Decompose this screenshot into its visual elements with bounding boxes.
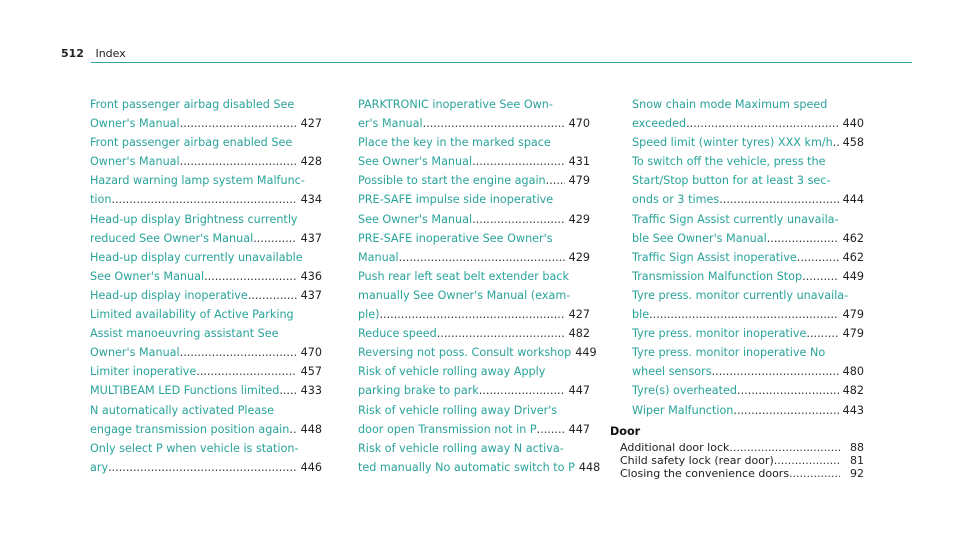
dot-leader — [248, 286, 297, 305]
index-entry[interactable] — [358, 267, 590, 324]
page-ref[interactable]: 448 — [578, 460, 601, 474]
dot-leader — [180, 152, 297, 171]
dot-leader — [196, 362, 296, 381]
page-ref[interactable]: 449 — [575, 346, 597, 360]
page-ref[interactable]: 480 — [842, 365, 864, 379]
dot-leader — [806, 324, 838, 343]
page-ref[interactable]: 428 — [300, 155, 322, 169]
page-ref[interactable]: 92 — [850, 467, 864, 480]
subentry-text: Additional door lock — [620, 440, 730, 454]
dot-leader — [797, 248, 839, 267]
dot-leader — [737, 381, 839, 400]
index-entry-text[interactable]: MULTIBEAM LED Functions limited — [90, 384, 280, 398]
dot-leader — [729, 441, 840, 454]
index-entry[interactable] — [358, 401, 590, 439]
index-entry[interactable] — [90, 248, 322, 286]
page-ref[interactable]: 81 — [850, 453, 864, 467]
index-entry-text[interactable]: PRE-SAFE impulse side inoperative — [358, 193, 554, 207]
page-ref[interactable]: 433 — [300, 384, 322, 398]
index-entry-text[interactable]: Head-up display currently unavailable — [90, 250, 303, 264]
page-header — [61, 47, 126, 60]
dot-leader — [423, 114, 565, 133]
index-column-1 — [90, 95, 322, 477]
index-entry-text[interactable]: er's Manual — [358, 117, 423, 131]
index-entry-text[interactable]: Reduce speed — [358, 327, 437, 341]
index-entry-text[interactable]: Possible to start the engine again — [358, 174, 546, 188]
dot-leader — [399, 248, 565, 267]
index-entry-text[interactable]: Speed limit (winter tyres) XXX km/h — [632, 136, 833, 150]
dot-leader — [537, 420, 565, 439]
dot-leader — [789, 467, 840, 480]
index-entry-text[interactable]: Tyre press. monitor inoperative No — [632, 346, 826, 360]
index-entry-text[interactable]: Push rear left seat belt extender back — [358, 269, 569, 283]
index-entry-text[interactable]: Snow chain mode Maximum speed — [632, 98, 828, 111]
page-ref[interactable]: 444 — [842, 193, 864, 207]
dot-leader — [379, 305, 564, 324]
dot-leader — [649, 305, 839, 324]
index-entry-text[interactable]: Risk of vehicle rolling away Apply — [358, 365, 546, 379]
index-entry[interactable] — [358, 362, 590, 400]
dot-leader — [111, 190, 296, 209]
index-entry-text[interactable]: Assist manoeuvring assistant See — [90, 327, 279, 341]
page-ref[interactable]: 443 — [842, 403, 864, 417]
index-entry-text[interactable]: Tyre press. monitor currently unavaila- — [632, 288, 849, 302]
index-entry[interactable] — [632, 381, 864, 400]
index-entry-text[interactable]: tion — [90, 193, 112, 207]
index-entry-text[interactable]: door open Transmission not in P — [358, 422, 537, 436]
index-entry[interactable] — [90, 210, 322, 248]
index-entry-text[interactable]: reduced See Owner's Manual — [90, 231, 254, 245]
page-ref[interactable]: 447 — [568, 384, 590, 398]
index-entry[interactable] — [632, 248, 864, 267]
index-entry[interactable] — [632, 133, 864, 152]
index-entry-text[interactable]: Start/Stop button for at least 3 sec- — [632, 174, 831, 188]
index-entry-text[interactable]: Tyre(s) overheated — [632, 384, 738, 398]
dot-leader — [289, 420, 296, 439]
page-ref[interactable]: 482 — [568, 327, 590, 341]
page-ref[interactable]: 462 — [842, 250, 864, 264]
index-entry-text[interactable]: exceeded — [632, 117, 687, 131]
dot-leader — [279, 381, 296, 400]
page-ref[interactable]: 427 — [300, 117, 322, 131]
index-entry[interactable] — [90, 171, 322, 209]
index-entry-text[interactable]: To switch off the vehicle, press the — [632, 155, 826, 169]
index-entry-text[interactable]: Front passenger airbag enabled See — [90, 136, 293, 150]
page-ref[interactable]: 440 — [842, 117, 864, 131]
index-entry[interactable] — [90, 305, 322, 362]
page-ref[interactable]: 447 — [568, 422, 590, 436]
index-entry[interactable] — [358, 171, 590, 190]
index-entry-text[interactable]: ted manually No automatic switch to P — [358, 460, 575, 474]
index-entry-text[interactable]: PARKTRONIC inoperative See Own- — [358, 98, 553, 111]
index-entry[interactable] — [358, 133, 590, 171]
index-entry-text[interactable]: manually See Owner's Manual (exam- — [358, 288, 571, 302]
index-entry[interactable] — [632, 210, 864, 248]
dot-leader — [180, 114, 297, 133]
page-ref[interactable]: 429 — [568, 212, 590, 226]
page-ref[interactable]: 457 — [300, 365, 322, 379]
page-ref[interactable]: 437 — [300, 231, 322, 245]
index-entry[interactable] — [358, 95, 590, 133]
index-entry-text[interactable]: See Owner's Manual — [358, 155, 473, 169]
index-entry-text[interactable]: wheel sensors — [632, 365, 712, 379]
page-ref[interactable]: 449 — [842, 269, 864, 283]
index-entry-text[interactable]: PRE-SAFE inoperative See Owner's — [358, 231, 553, 245]
page-ref[interactable]: 427 — [568, 308, 590, 322]
index-entry[interactable] — [90, 401, 322, 439]
index-entry[interactable] — [632, 401, 864, 420]
index-entry-text[interactable]: ary — [90, 460, 109, 474]
index-entry[interactable] — [632, 324, 864, 343]
page-ref[interactable]: 479 — [842, 308, 864, 322]
page-ref[interactable]: 479 — [842, 327, 864, 341]
index-entry-text[interactable]: Owner's Manual — [90, 117, 180, 131]
page-ref[interactable]: 434 — [300, 193, 322, 207]
index-entry-text[interactable]: Head-up display Brightness currently — [90, 212, 298, 226]
dot-leader — [774, 454, 840, 467]
index-entry-text[interactable]: ble See Owner's Manual — [632, 231, 767, 245]
page-ref[interactable]: 462 — [842, 231, 864, 245]
index-entry-text[interactable]: Head-up display inoperative — [90, 288, 248, 302]
index-entry[interactable] — [90, 95, 322, 133]
door-subentry[interactable] — [620, 467, 864, 480]
page-ref[interactable]: 479 — [568, 174, 590, 188]
dot-leader — [479, 381, 565, 400]
page-ref[interactable]: 458 — [842, 136, 864, 150]
index-entry[interactable] — [90, 133, 322, 171]
index-entry[interactable] — [90, 381, 322, 400]
subentry-text: Closing the convenience doors — [620, 467, 790, 480]
door-subentry[interactable] — [620, 441, 864, 454]
index-column-3 — [610, 95, 864, 480]
index-heading-door: Door — [610, 424, 641, 438]
dot-leader — [686, 114, 839, 133]
index-entry-text[interactable]: Risk of vehicle rolling away N activa- — [358, 441, 564, 455]
index-entry-text[interactable]: Risk of vehicle rolling away Driver's — [358, 403, 558, 417]
dot-leader — [802, 267, 839, 286]
index-entry[interactable] — [358, 324, 590, 343]
dot-leader — [253, 229, 296, 248]
page-number: 512 — [61, 47, 84, 60]
index-entry-text[interactable]: engage transmission position again — [90, 422, 290, 436]
index-entry-text[interactable]: Transmission Malfunction Stop — [632, 269, 803, 283]
index-entry-text[interactable]: Tyre press. monitor inoperative — [632, 327, 807, 341]
dot-leader — [437, 324, 565, 343]
index-entry-text[interactable]: Wiper Malfunction — [632, 403, 734, 417]
index-entry-text[interactable]: Only select P when vehicle is station- — [90, 441, 299, 455]
dot-leader — [546, 171, 565, 190]
index-entry[interactable] — [358, 439, 601, 477]
index-entry-text[interactable]: N automatically activated Please — [90, 403, 274, 417]
index-entry-text[interactable]: Limited availability of Active Parking — [90, 308, 294, 322]
dot-leader — [767, 229, 839, 248]
dot-leader — [712, 362, 839, 381]
page-ref[interactable]: 470 — [300, 346, 322, 360]
page-ref[interactable]: 436 — [300, 269, 322, 283]
dot-leader — [180, 343, 297, 362]
index-entry-text[interactable]: Traffic Sign Assist currently unavaila- — [632, 212, 839, 226]
dot-leader — [204, 267, 297, 286]
index-entry-text[interactable]: parking brake to park — [358, 384, 479, 398]
index-entry-text[interactable]: Manual — [358, 250, 399, 264]
header-rule — [91, 62, 912, 63]
index-column-2 — [358, 95, 601, 477]
index-entry-text[interactable]: Place the key in the marked space — [358, 136, 551, 150]
index-entry[interactable] — [90, 439, 322, 477]
page-ref[interactable]: 88 — [850, 440, 864, 454]
page-ref[interactable]: 437 — [300, 288, 322, 302]
dot-leader — [108, 458, 297, 477]
index-entry-text[interactable]: ple) — [358, 308, 380, 322]
index-entry[interactable] — [632, 343, 864, 381]
dot-leader — [719, 190, 838, 209]
index-entry-text[interactable]: Hazard warning lamp system Malfunc- — [90, 174, 305, 188]
dot-leader — [472, 152, 565, 171]
page-ref[interactable]: 470 — [568, 117, 590, 131]
index-entry[interactable] — [632, 95, 864, 133]
index-entry[interactable] — [90, 286, 322, 305]
index-entry-text[interactable]: Owner's Manual — [90, 155, 180, 169]
index-entry[interactable] — [632, 286, 864, 324]
door-subentry[interactable] — [620, 454, 864, 467]
index-entry-text[interactable]: ble — [632, 308, 650, 322]
page-ref[interactable]: 431 — [568, 155, 590, 169]
page-ref[interactable]: 446 — [300, 460, 322, 474]
index-entry-text[interactable]: Limiter inoperative — [90, 365, 197, 379]
index-entry-text[interactable]: Traffic Sign Assist inoperative — [632, 250, 797, 264]
index-entry-text[interactable]: Owner's Manual — [90, 346, 180, 360]
page-section-title: Index — [95, 47, 126, 60]
index-entry-text[interactable]: onds or 3 times — [632, 193, 720, 207]
page-ref[interactable]: 482 — [842, 384, 864, 398]
index-entry[interactable] — [632, 152, 864, 209]
index-entry[interactable] — [358, 229, 590, 267]
index-entry-text[interactable]: Front passenger airbag disabled See — [90, 98, 295, 111]
subentry-text: Child safety lock (rear door) — [620, 453, 774, 467]
page-ref[interactable]: 429 — [568, 250, 590, 264]
dot-leader — [472, 210, 565, 229]
page-ref[interactable]: 448 — [300, 422, 322, 436]
index-entry[interactable] — [358, 190, 590, 228]
index-entry-text[interactable]: Reversing not poss. Consult workshop — [358, 346, 572, 360]
index-entry[interactable] — [632, 267, 864, 286]
index-entry-text[interactable]: See Owner's Manual — [358, 212, 473, 226]
dot-leader — [733, 401, 838, 420]
index-entry[interactable] — [90, 362, 322, 381]
index-entry[interactable] — [358, 343, 597, 362]
index-entry-text[interactable]: See Owner's Manual — [90, 269, 205, 283]
